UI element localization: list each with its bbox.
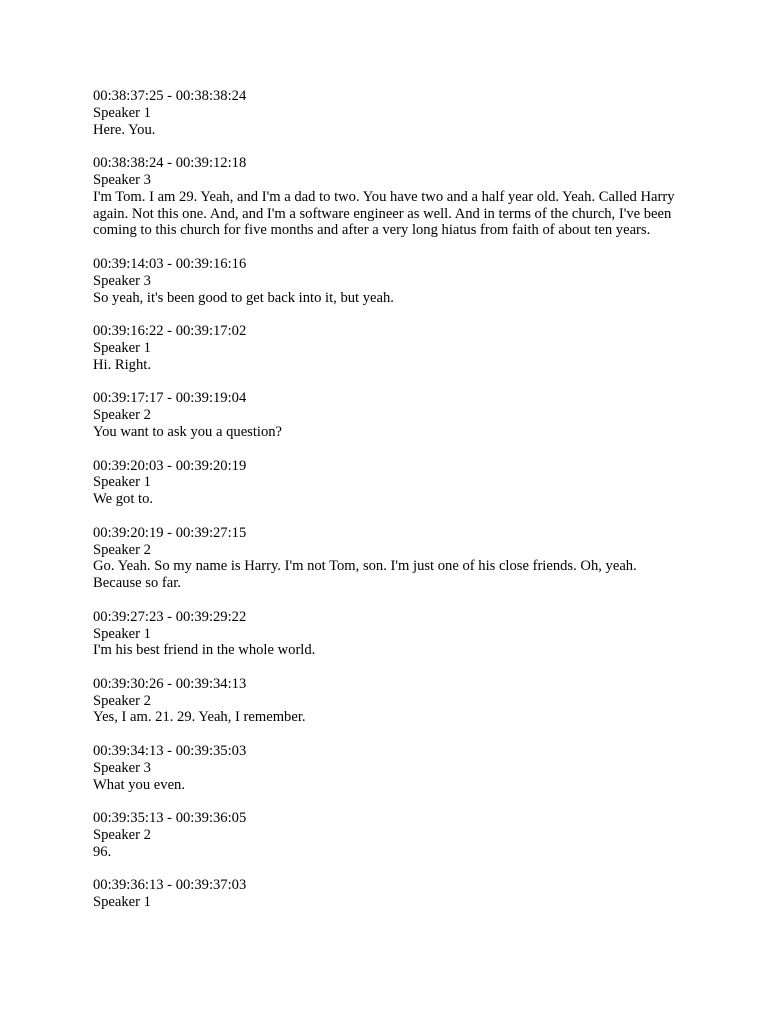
- entry-text: Yes, I am. 21. 29. Yeah, I remember.: [93, 709, 306, 726]
- entry-timecode: 00:39:16:22 - 00:39:17:02: [93, 323, 247, 340]
- transcript-entry: [93, 609, 683, 659]
- entry-speaker: Speaker 3: [93, 171, 151, 188]
- entry-timecode: 00:39:30:26 - 00:39:34:13: [93, 675, 247, 692]
- entry-speaker: Speaker 2: [93, 692, 151, 709]
- transcript-entry: [93, 88, 683, 138]
- entry-text: Hi. Right.: [93, 356, 151, 373]
- entry-timecode: 00:39:27:23 - 00:39:29:22: [93, 608, 247, 625]
- entry-text: What you even.: [93, 776, 185, 793]
- entry-text: We got to.: [93, 491, 154, 508]
- entry-text: You want to ask you a question?: [93, 423, 283, 440]
- entry-speaker: Speaker 3: [93, 759, 151, 776]
- entry-timecode: 00:39:20:03 - 00:39:20:19: [93, 457, 247, 474]
- entry-text: So yeah, it's been good to get back into it, but yeah.: [93, 289, 394, 306]
- entry-text: Here. You.: [93, 121, 156, 138]
- transcript: [93, 88, 683, 928]
- transcript-entry: [93, 525, 683, 592]
- entry-timecode: 00:39:17:17 - 00:39:19:04: [93, 390, 247, 407]
- entry-speaker: Speaker 1: [93, 894, 151, 911]
- entry-text: I'm his best friend in the whole world.: [93, 642, 316, 659]
- entry-speaker: Speaker 2: [93, 827, 151, 844]
- entry-speaker: Speaker 3: [93, 272, 151, 289]
- entry-timecode: 00:39:20:19 - 00:39:27:15: [93, 524, 247, 541]
- entry-text: Go. Yeah. So my name is Harry. I'm not Tom, son. I'm just one of his close friends. Oh, yeah. Because so far.: [93, 558, 637, 592]
- entry-speaker: Speaker 1: [93, 339, 151, 356]
- transcript-entry: [93, 676, 683, 726]
- entry-speaker: Speaker 2: [93, 541, 151, 558]
- transcript-entry: [93, 390, 683, 440]
- entry-text: 96.: [93, 843, 112, 860]
- entry-timecode: 00:39:36:13 - 00:39:37:03: [93, 877, 247, 894]
- entry-speaker: Speaker 2: [93, 407, 151, 424]
- transcript-entry: [93, 256, 683, 306]
- transcript-entry: [93, 458, 683, 508]
- entry-speaker: Speaker 1: [93, 474, 151, 491]
- transcript-entry: [93, 877, 683, 911]
- entry-timecode: 00:39:35:13 - 00:39:36:05: [93, 810, 247, 827]
- entry-text: I'm Tom. I am 29. Yeah, and I'm a dad to two. You have two and a half year old. Yeah. Called Harry again. Not this one. And, and I'm a software engineer as well. And in terms of the church, I've been coming to this church for five months and after a very long hiatus from faith of about ten years.: [93, 188, 675, 239]
- entry-timecode: 00:39:34:13 - 00:39:35:03: [93, 743, 247, 760]
- transcript-entry: [93, 323, 683, 373]
- transcript-entry: [93, 155, 683, 239]
- transcript-entry: [93, 743, 683, 793]
- entry-timecode: 00:39:14:03 - 00:39:16:16: [93, 255, 247, 272]
- transcript-entry: [93, 810, 683, 860]
- entry-speaker: Speaker 1: [93, 625, 151, 642]
- entry-timecode: 00:38:37:25 - 00:38:38:24: [93, 88, 247, 104]
- entry-speaker: Speaker 1: [93, 104, 151, 121]
- entry-timecode: 00:38:38:24 - 00:39:12:18: [93, 155, 247, 172]
